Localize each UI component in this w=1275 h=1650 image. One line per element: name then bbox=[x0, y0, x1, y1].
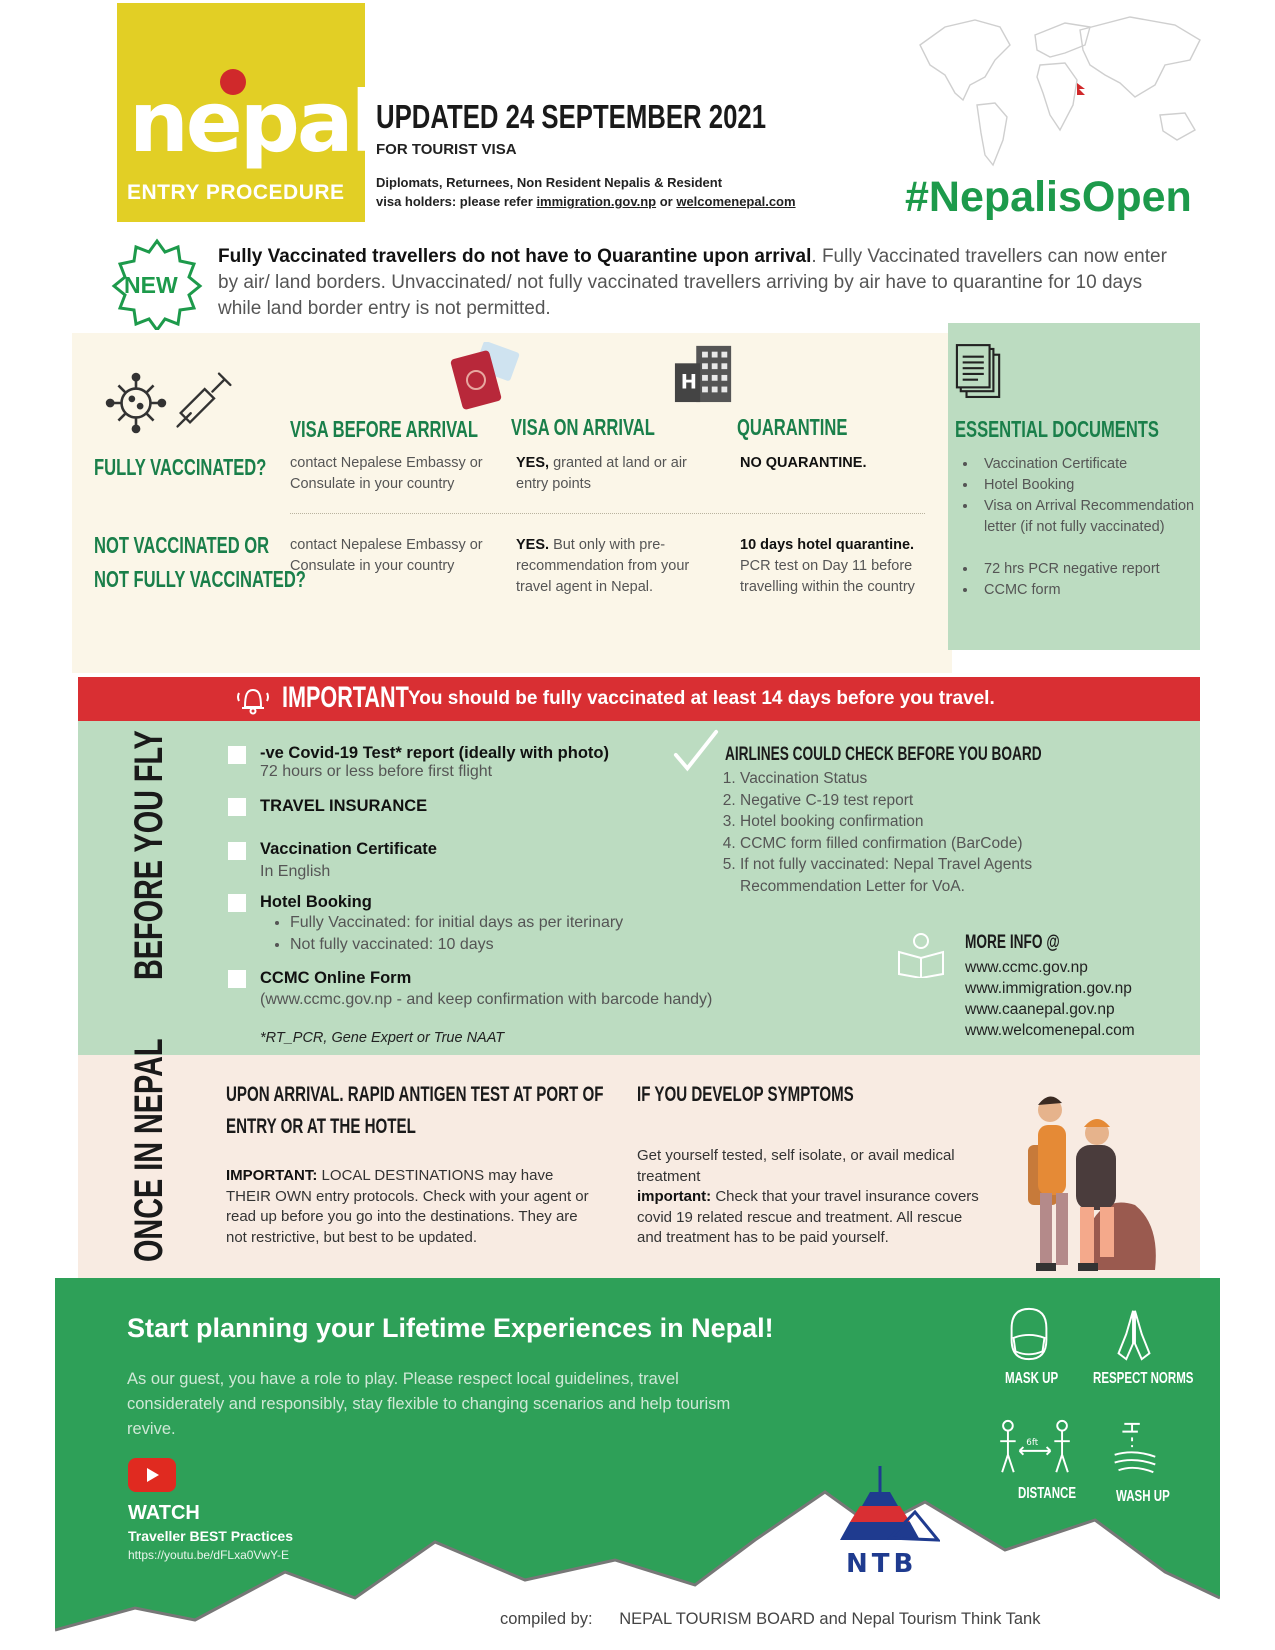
documents-list bbox=[960, 454, 1210, 601]
checkmark-icon bbox=[672, 728, 720, 776]
ccmc-title: CCMC Online Form bbox=[260, 969, 412, 987]
fv-visa-arrival-bold: YES, bbox=[516, 455, 550, 471]
nv-visa-arrival bbox=[516, 535, 716, 598]
distance-text: 6ft bbox=[1026, 1438, 1039, 1449]
more-info-links bbox=[965, 957, 1135, 1041]
nv-visa-arrival-bold: YES. bbox=[516, 537, 550, 553]
airline-check-item: 5. If not fully vaccinated: Nepal Travel Agents Recommendation Letter for VoA. bbox=[740, 854, 1140, 897]
row-divider bbox=[290, 513, 925, 514]
tourist-visa-label: FOR TOURIST VISA bbox=[376, 141, 517, 158]
compiled-by bbox=[500, 1610, 1040, 1629]
covid-test-title: -ve Covid-19 Test* report (ideally with photo) bbox=[260, 744, 609, 762]
arrival-heading bbox=[226, 1079, 603, 1143]
symptoms-bold: important: bbox=[637, 1188, 712, 1205]
ntb-text: NTB bbox=[846, 1549, 918, 1579]
diplomats-line2: visa holders: please refer bbox=[376, 194, 533, 209]
checkbox-vaccination-cert[interactable] bbox=[228, 842, 246, 860]
doc-item: • Vaccination Certificate bbox=[978, 454, 1210, 475]
before-fly-label: BEFORE YOU FLY bbox=[127, 730, 171, 980]
mask-up-label: MASK UP bbox=[1005, 1370, 1059, 1387]
col-quarantine: QUARANTINE bbox=[737, 414, 848, 440]
row-fully-vaccinated: FULLY VACCINATED? bbox=[94, 454, 267, 480]
welcomenepal-link[interactable]: welcomenepal.com bbox=[676, 194, 796, 209]
hotel-icon bbox=[672, 342, 736, 404]
distance-label: DISTANCE bbox=[1018, 1485, 1077, 1502]
airline-check-item: 2. Negative C-19 test report bbox=[740, 790, 1140, 812]
covid-test-sub: 72 hours or less before first flight bbox=[260, 763, 493, 780]
diplomats-note bbox=[376, 173, 836, 211]
caanepal-link[interactable]: www.caanepal.gov.np bbox=[965, 1001, 1115, 1018]
doc-item: • 72 hrs PCR negative report bbox=[978, 559, 1210, 580]
ccmc-sub: (www.ccmc.gov.np - and keep confirmation with barcode handy) bbox=[260, 991, 713, 1008]
arrival-bold: IMPORTANT: bbox=[226, 1167, 318, 1184]
nv-visa-arrival-text: But only with pre-recommendation from your travel agent in Nepal. bbox=[516, 537, 690, 595]
hotel-title: Hotel Booking bbox=[260, 893, 372, 911]
fv-visa-arrival bbox=[516, 453, 711, 495]
updated-date: UPDATED 24 SEPTEMBER 2021 bbox=[376, 98, 767, 135]
hotel-bullets bbox=[270, 912, 623, 956]
travelers-illustration bbox=[1010, 1075, 1160, 1275]
immigration-info-link[interactable]: www.immigration.gov.np bbox=[965, 980, 1132, 997]
fv-visa-arrival-text: granted at land or air entry points bbox=[516, 455, 687, 492]
youtube-icon[interactable] bbox=[128, 1458, 176, 1492]
watch-label: WATCH bbox=[128, 1502, 200, 1524]
more-info-title: MORE INFO @ bbox=[965, 932, 1060, 953]
namaste-hands-icon bbox=[1105, 1305, 1163, 1363]
best-practices-label: Traveller BEST Practices bbox=[128, 1528, 293, 1544]
arrival-heading-line1: UPON ARRIVAL. RAPID ANTIGEN TEST AT PORT OF bbox=[226, 1083, 604, 1106]
bell-icon bbox=[235, 681, 271, 717]
arrival-text: LOCAL DESTINATIONS may have THEIR OWN entry protocols. Check with your agent or read up before you go into the destinations. They are not restrictive, but best to be updated. bbox=[226, 1167, 589, 1246]
insurance-title: TRAVEL INSURANCE bbox=[260, 797, 428, 815]
vaccination-notice bbox=[218, 244, 1188, 322]
notice-rest: . Fully Vaccinated travellers can now enter by air/ land borders. Unvaccinated/ not fully vaccinated travellers arriving by air have to quarantine for 10 days while land border entry is not permitted. bbox=[218, 246, 1167, 319]
row-not-vaccinated-line2: NOT FULLY VACCINATED? bbox=[94, 566, 306, 592]
notice-bold: Fully Vaccinated travellers do not have to Quarantine upon arrival bbox=[218, 246, 812, 267]
reading-book-icon bbox=[896, 932, 946, 978]
row-not-vaccinated-line1: NOT VACCINATED OR bbox=[94, 532, 270, 558]
compiled-label: compiled by: bbox=[500, 1610, 593, 1628]
ccmc-link[interactable]: www.ccmc.gov.np bbox=[965, 959, 1088, 976]
checkbox-insurance[interactable] bbox=[228, 798, 246, 816]
hotel-bullet: • Not fully vaccinated: 10 days bbox=[290, 934, 623, 956]
world-map-icon bbox=[915, 5, 1205, 175]
fv-quarantine bbox=[740, 453, 940, 474]
col-visa-arrival: VISA ON ARRIVAL bbox=[511, 414, 655, 440]
footer-title: Start planning your Lifetime Experiences in Nepal! bbox=[127, 1313, 774, 1343]
arrival-body bbox=[226, 1166, 596, 1248]
nv-visa-before: contact Nepalese Embassy or Consulate in your country bbox=[290, 537, 483, 574]
new-badge-label: NEW bbox=[124, 272, 178, 298]
nv-quarantine-bold: 10 days hotel quarantine. bbox=[740, 537, 915, 553]
youtube-link[interactable]: https://youtu.be/dFLxa0VwY-E bbox=[128, 1548, 289, 1562]
or-text: or bbox=[659, 194, 673, 209]
logo-subtitle: ENTRY PROCEDURE bbox=[127, 181, 345, 204]
hotel-bullet: • Fully Vaccinated: for initial days as per iterinary bbox=[290, 912, 623, 934]
footnote: *RT_PCR, Gene Expert or True NAAT bbox=[260, 1030, 505, 1046]
nepal-flag-mark bbox=[1077, 83, 1085, 95]
once-in-nepal-label: ONCE IN NEPAL bbox=[127, 1038, 171, 1262]
diplomats-line1: Diplomats, Returnees, Non Resident Nepalis & Resident bbox=[376, 175, 723, 190]
doc-item: • CCMC form bbox=[978, 580, 1210, 601]
wash-up-label: WASH UP bbox=[1116, 1488, 1170, 1505]
vaccination-cert-title: Vaccination Certificate bbox=[260, 840, 437, 858]
welcomenepal-info-link[interactable]: www.welcomenepal.com bbox=[965, 1022, 1135, 1039]
checkbox-ccmc[interactable] bbox=[228, 970, 246, 988]
symptoms-text1: Get yourself tested, self isolate, or avail medical treatment bbox=[637, 1147, 955, 1185]
checkbox-hotel[interactable] bbox=[228, 894, 246, 912]
symptoms-heading: IF YOU DEVELOP SYMPTOMS bbox=[637, 1083, 854, 1106]
important-text: You should be fully vaccinated at least 14 days before you travel. bbox=[408, 688, 995, 709]
respect-norms-label: RESPECT NORMS bbox=[1093, 1370, 1194, 1387]
immigration-link[interactable]: immigration.gov.np bbox=[536, 194, 657, 209]
checkbox-covid-test[interactable] bbox=[228, 746, 246, 764]
documents-icon bbox=[955, 342, 1003, 402]
fv-visa-before: contact Nepalese Embassy or Consulate in your country bbox=[290, 455, 483, 492]
nv-quarantine-text: PCR test on Day 11 before travelling within the country bbox=[740, 558, 915, 595]
airlines-list bbox=[720, 768, 1140, 897]
logo-word: nepal bbox=[129, 73, 377, 171]
col-visa-before: VISA BEFORE ARRIVAL bbox=[290, 416, 478, 442]
logo-box bbox=[117, 3, 377, 222]
virus-icon bbox=[105, 372, 167, 434]
doc-item: • Hotel Booking bbox=[978, 475, 1210, 496]
distance-icon bbox=[995, 1418, 1075, 1476]
compiled-org: NEPAL TOURISM BOARD and Nepal Tourism Think Tank bbox=[619, 1610, 1041, 1628]
documents-title: ESSENTIAL DOCUMENTS bbox=[955, 416, 1159, 442]
important-title: IMPORTANT bbox=[282, 681, 409, 714]
fv-quarantine-bold: NO QUARANTINE. bbox=[740, 455, 867, 471]
vaccination-cert-sub: In English bbox=[260, 863, 331, 880]
wash-hands-icon bbox=[1105, 1420, 1163, 1478]
svg-text:H: H bbox=[680, 370, 697, 394]
doc-item: • Visa on Arrival Recommendation letter (if not fully vaccinated) bbox=[978, 496, 1210, 538]
footer-body: As our guest, you have a role to play. Please respect local guidelines, travel considerately and responsibly, stay flexible to changing scenarios and help tourism revive. bbox=[127, 1370, 731, 1438]
arrival-heading-line2: ENTRY OR AT THE HOTEL bbox=[226, 1115, 416, 1138]
ntb-logo bbox=[820, 1462, 940, 1592]
airlines-title: AIRLINES COULD CHECK BEFORE YOU BOARD bbox=[725, 744, 1042, 765]
airline-check-item: 3. Hotel booking confirmation bbox=[740, 811, 1140, 833]
symptoms-body bbox=[637, 1146, 982, 1249]
mask-icon bbox=[1000, 1305, 1058, 1363]
airline-check-item: 4. CCMC form filled confirmation (BarCode) bbox=[740, 833, 1140, 855]
passport-icon bbox=[448, 342, 528, 412]
row-not-vaccinated bbox=[94, 528, 306, 596]
nv-quarantine bbox=[740, 535, 945, 598]
symptoms-text2: Check that your travel insurance covers covid 19 related rescue and treatment. All rescue and treatment has to be paid yourself. bbox=[637, 1188, 979, 1246]
syringe-icon bbox=[170, 368, 236, 434]
hashtag: #NepalisOpen bbox=[905, 173, 1192, 221]
airline-check-item: 1. Vaccination Status bbox=[740, 768, 1140, 790]
